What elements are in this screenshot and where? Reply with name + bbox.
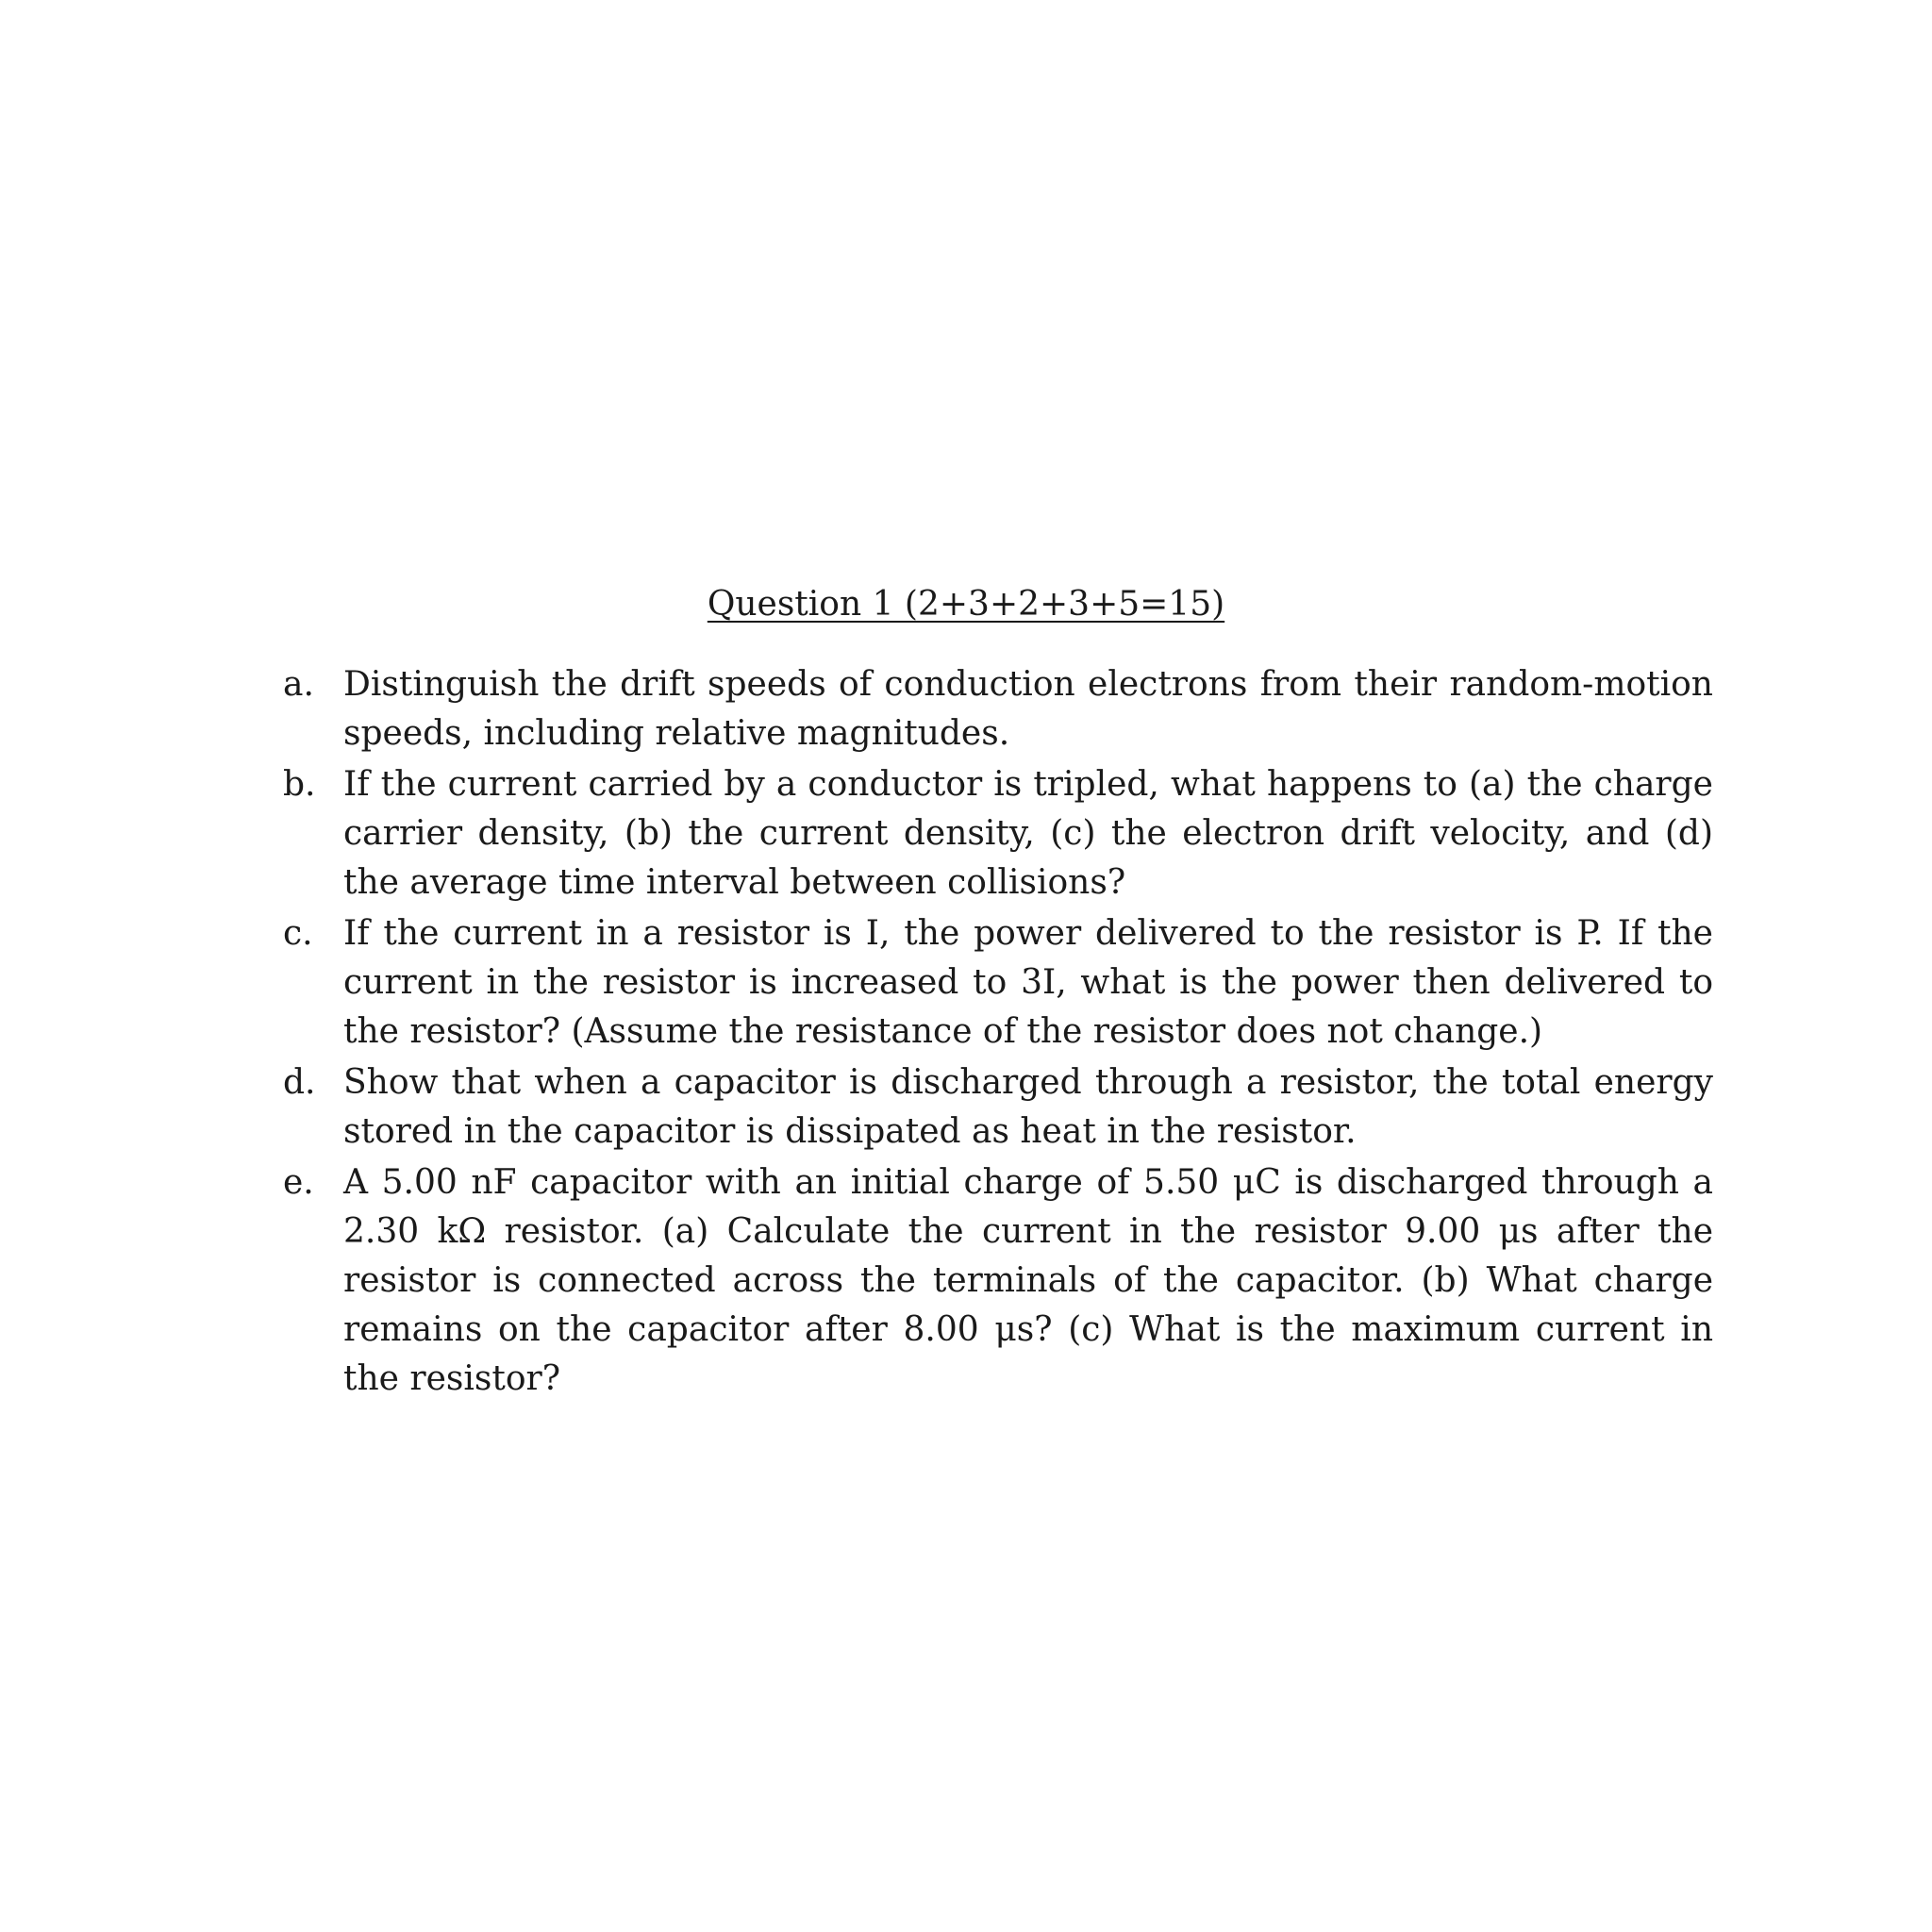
question-items-list	[283, 660, 1713, 1406]
question-title-text: Question 1 (2+3+2+3+5=15)	[707, 585, 1225, 624]
item-marker: d.	[283, 1063, 316, 1102]
question-item-b	[283, 760, 1713, 908]
item-text: Show that when a capacitor is discharged through a resistor, the total energy stored in the capacitor is dissipated as heat in the resistor.	[343, 1063, 1713, 1151]
item-text: If the current in a resistor is I, the power delivered to the resistor is P. If the current in the resistor is increased to 3I, what is the power then delivered to the resistor? (Assume the resistance of the resistor does not change.)	[343, 914, 1713, 1051]
item-text: A 5.00 nF capacitor with an initial charge of 5.50 μC is discharged through a 2.30 kΩ resistor. (a) Calculate the current in the resistor 9.00 μs after the resistor is connected across the terminals of the capacitor. (b) What charge remains on the capacitor after 8.00 μs? (c) What is the maximum current in the resistor?	[343, 1163, 1713, 1398]
question-item-a	[283, 660, 1713, 758]
item-text: If the current carried by a conductor is tripled, what happens to (a) the charge carrier density, (b) the current density, (c) the electron drift velocity, and (d) the average time interval between collisions?	[343, 765, 1713, 902]
item-marker: c.	[283, 914, 313, 953]
item-text: Distinguish the drift speeds of conduction electrons from their random-motion speeds, including relative magnitudes.	[343, 665, 1713, 753]
question-item-d	[283, 1058, 1713, 1157]
question-item-c	[283, 909, 1713, 1057]
question-item-e	[283, 1158, 1713, 1404]
item-marker: a.	[283, 665, 314, 704]
item-marker: e.	[283, 1163, 314, 1202]
item-marker: b.	[283, 765, 316, 804]
question-title	[0, 581, 1932, 628]
